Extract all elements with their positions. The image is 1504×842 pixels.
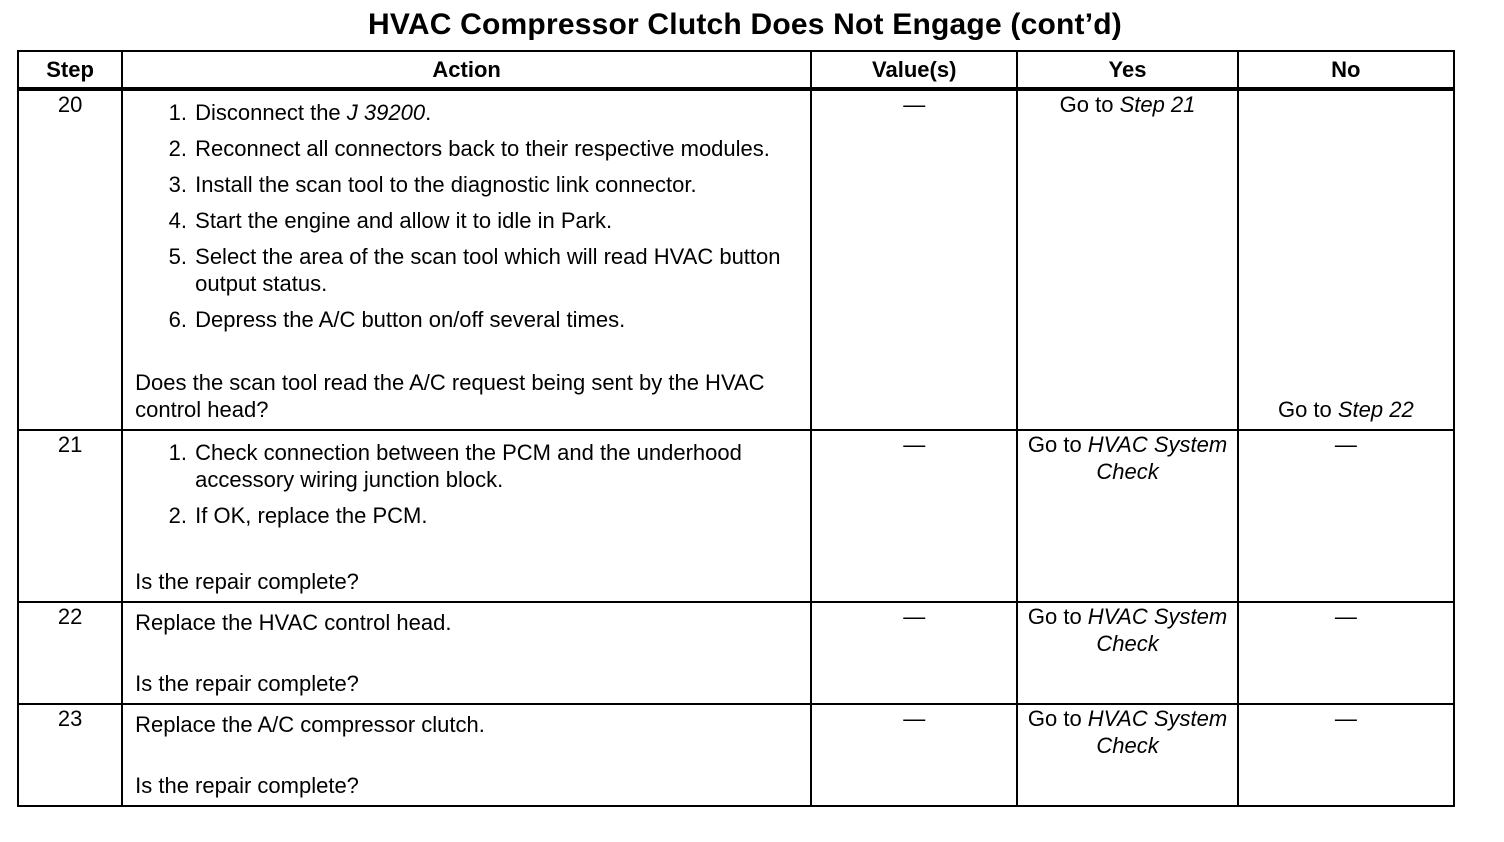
no-cell: — bbox=[1238, 430, 1454, 602]
action-question: Does the scan tool read the A/C request being sent by the HVAC control head? bbox=[135, 370, 765, 422]
header-value: Value(s) bbox=[811, 51, 1017, 89]
action-question: Is the repair complete? bbox=[135, 569, 359, 594]
action-question: Is the repair complete? bbox=[135, 773, 359, 798]
step-number: 20 bbox=[18, 89, 122, 430]
yes-link[interactable]: HVAC System Check bbox=[1087, 604, 1228, 656]
action-line: Replace the HVAC control head. bbox=[135, 610, 452, 635]
yes-link[interactable]: HVAC System Check bbox=[1087, 706, 1228, 758]
no-cell: — bbox=[1238, 602, 1454, 704]
yes-cell: Go to HVAC System Check bbox=[1017, 704, 1237, 806]
tool-reference: J 39200 bbox=[346, 100, 426, 125]
no-link[interactable]: Step 22 bbox=[1337, 397, 1414, 422]
value-cell: — bbox=[811, 89, 1017, 430]
table-row bbox=[18, 430, 1454, 602]
table-row bbox=[18, 602, 1454, 704]
yes-link[interactable]: Step 21 bbox=[1119, 92, 1196, 117]
yes-cell: Go to HVAC System Check bbox=[1017, 602, 1237, 704]
action-cell bbox=[122, 704, 811, 806]
yes-cell: Go to HVAC System Check bbox=[1017, 430, 1237, 602]
value-cell: — bbox=[811, 602, 1017, 704]
page-title: HVAC Compressor Clutch Does Not Engage (cont’d) bbox=[368, 8, 1122, 41]
action-steps bbox=[135, 99, 800, 342]
action-cell bbox=[122, 430, 811, 602]
yes-cell: Go to Step 21 bbox=[1017, 89, 1237, 430]
header-action: Action bbox=[122, 51, 811, 89]
header-no: No bbox=[1238, 51, 1454, 89]
step-number: 22 bbox=[18, 602, 122, 704]
step-number: 21 bbox=[18, 430, 122, 602]
diagnostic-table bbox=[17, 50, 1455, 807]
action-step: 1. Check connection between the PCM and the underhood accessory wiring junction block. bbox=[193, 439, 800, 493]
header-yes: Yes bbox=[1017, 51, 1237, 89]
action-steps bbox=[135, 439, 800, 538]
value-cell: — bbox=[811, 430, 1017, 602]
action-cell bbox=[122, 602, 811, 704]
value-cell: — bbox=[811, 704, 1017, 806]
yes-link[interactable]: HVAC System Check bbox=[1087, 432, 1228, 484]
table-header-row bbox=[18, 51, 1454, 89]
no-cell: — bbox=[1238, 704, 1454, 806]
step-number: 23 bbox=[18, 704, 122, 806]
action-step: 4. Start the engine and allow it to idle in Park. bbox=[193, 207, 800, 234]
header-step: Step bbox=[18, 51, 122, 89]
no-cell: Go to Step 22 bbox=[1238, 89, 1454, 430]
table-row bbox=[18, 89, 1454, 430]
action-step: 5. Select the area of the scan tool which will read HVAC button output status. bbox=[193, 243, 800, 297]
action-step: 2. If OK, replace the PCM. bbox=[193, 502, 800, 529]
action-step: 6. Depress the A/C button on/off several times. bbox=[193, 306, 800, 333]
table-row bbox=[18, 704, 1454, 806]
action-step: 1. Disconnect the J 39200. bbox=[193, 99, 800, 126]
action-question: Is the repair complete? bbox=[135, 671, 359, 696]
action-step: 2. Reconnect all connectors back to their respective modules. bbox=[193, 135, 800, 162]
action-cell bbox=[122, 89, 811, 430]
action-line: Replace the A/C compressor clutch. bbox=[135, 712, 485, 737]
action-step: 3. Install the scan tool to the diagnostic link connector. bbox=[193, 171, 800, 198]
